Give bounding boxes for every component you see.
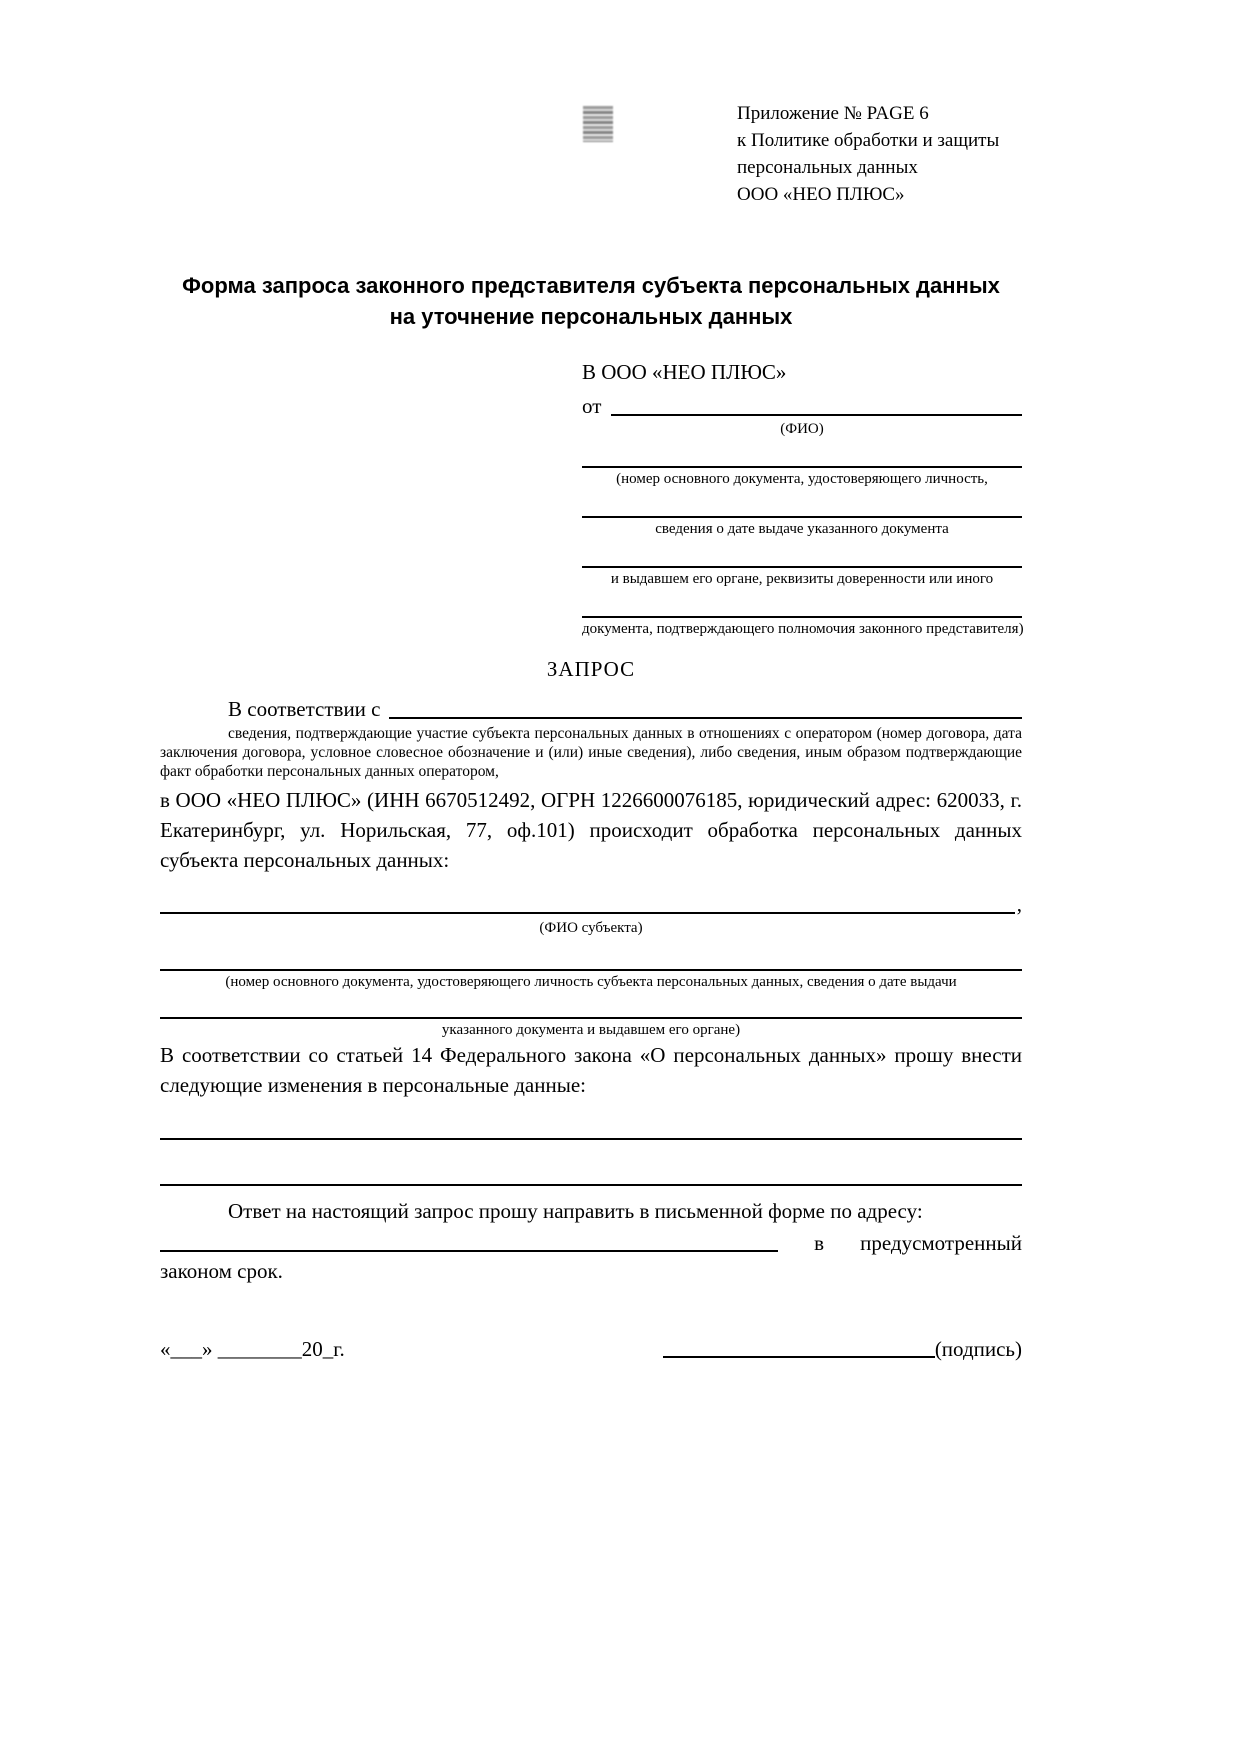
intro-prefix: В соответствии с bbox=[228, 697, 381, 721]
doc-number-blank-line bbox=[582, 441, 1022, 468]
subject-fio-blank-line bbox=[160, 912, 1015, 914]
request-heading: ЗАПРОС bbox=[546, 657, 636, 681]
signature-group bbox=[663, 1337, 1022, 1362]
document-content bbox=[160, 0, 1022, 1362]
doc-number-caption: (номер основного документа, удостоверяющего личность, bbox=[616, 471, 988, 487]
appendix-header-line: Приложение № PAGE 6 bbox=[737, 103, 929, 124]
intro-row bbox=[160, 692, 1022, 722]
subject-fio-row bbox=[160, 891, 1022, 917]
document-title-line1: Форма запроса законного представителя субъекта персональных данных bbox=[182, 273, 1000, 298]
answer-line3: законом срок. bbox=[160, 1259, 283, 1283]
subject-doc-blank-line-2 bbox=[160, 992, 1022, 1019]
document-title bbox=[160, 270, 1022, 332]
answer-line1: Ответ на настоящий запрос прошу направить в письменной форме по адресу: bbox=[228, 1199, 923, 1223]
changes-blank-line-2 bbox=[160, 1184, 1022, 1186]
address-blank-line bbox=[160, 1250, 778, 1252]
answer-word-predusm: предусмотренный bbox=[860, 1231, 1022, 1255]
fio-blank-line bbox=[611, 414, 1022, 416]
from-label: от bbox=[582, 394, 602, 418]
signature-row bbox=[160, 1332, 1022, 1362]
appendix-header-line: ООО «НЕО ПЛЮС» bbox=[737, 184, 905, 205]
appendix-header-line: к Политике обработки и защиты bbox=[737, 130, 1000, 151]
basis-blank-line bbox=[389, 717, 1023, 719]
doc-authority-caption: и выдавшем его органе, реквизиты доверенности или иного bbox=[610, 571, 994, 587]
doc-issue-date-caption: сведения о дате выдаче указанного документа bbox=[655, 521, 949, 537]
subject-doc-caption-1: (номер основного документа, удостоверяющего личность субъекта персональных данных, сведения о дате выдачи bbox=[225, 974, 957, 990]
addressee-to: В ООО «НЕО ПЛЮС» bbox=[582, 360, 787, 384]
doc-powers-caption: документа, подтверждающего полномочия законного представителя) bbox=[582, 621, 1024, 637]
basis-note-small: сведения, подтверждающие участие субъекта персональных данных в отношениях с оператором (номер договора, дата заключения договора, условное словесное обозначение и (или) иные сведения), либо сведения, иным образом подтверждающие факт обработки персональных данных оператором, bbox=[160, 725, 1022, 780]
addressee-block bbox=[582, 358, 1022, 639]
signature-caption: (подпись) bbox=[934, 1337, 1022, 1361]
law-paragraph: В соответствии со статьей 14 Федерального закона «О персональных данных» прошу внести следующие изменения в персональные данные: bbox=[160, 1043, 1022, 1097]
changes-blank-line-1 bbox=[160, 1138, 1022, 1140]
subject-doc-caption-2: указанного документа и выдавшем его органе) bbox=[441, 1022, 741, 1038]
answer-word-v: в bbox=[814, 1231, 825, 1255]
operator-paragraph: в ООО «НЕО ПЛЮС» (ИНН 6670512492, ОГРН 1226600076185, юридический адрес: 620033, г. Екатеринбург, ул. Норильская, 77, оф.101) происходит обработка персональных данных субъекта персональных данных: bbox=[160, 788, 1022, 872]
date-blank-text: «___» ________20_г. bbox=[160, 1337, 345, 1361]
from-row bbox=[582, 386, 1022, 418]
appendix-header-line: персональных данных bbox=[737, 157, 918, 178]
document-title-line2: на уточнение персональных данных bbox=[389, 304, 793, 329]
fio-caption: (ФИО) bbox=[780, 421, 824, 437]
answer-address-row bbox=[160, 1226, 1022, 1256]
trailing-comma: , bbox=[1016, 892, 1022, 916]
subject-doc-blank-line-1 bbox=[160, 944, 1022, 971]
signature-blank-line bbox=[663, 1356, 935, 1358]
appendix-header bbox=[737, 0, 1027, 208]
doc-powers-blank-line bbox=[582, 591, 1022, 618]
doc-authority-blank-line bbox=[582, 541, 1022, 568]
doc-issue-date-blank-line bbox=[582, 491, 1022, 518]
subject-fio-caption: (ФИО субъекта) bbox=[539, 920, 643, 936]
